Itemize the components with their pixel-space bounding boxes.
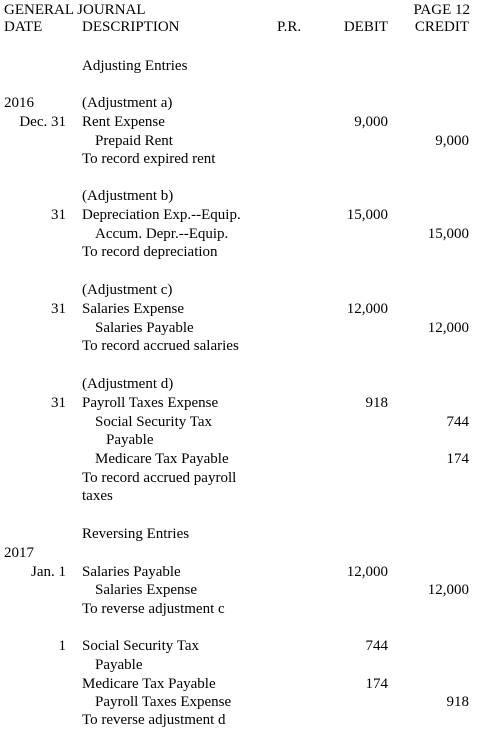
- adjustment-d-credit1-amount: 744: [446, 414, 469, 430]
- journal-title: GENERAL JOURNAL: [4, 2, 146, 18]
- adjustment-d-memo-line1: To record accrued payroll: [82, 470, 237, 486]
- adjustment-c-label: (Adjustment c): [82, 282, 173, 298]
- section-title-reversing: Reversing Entries: [82, 526, 190, 542]
- adjustment-b-credit-amount: 15,000: [427, 226, 469, 242]
- adjustment-a-date: Dec. 31: [19, 114, 66, 130]
- adjustment-b-credit-account: Accum. Depr.--Equip.: [95, 226, 229, 242]
- adjustment-b-label: (Adjustment b): [82, 188, 174, 204]
- reversing-2-debit1-account-line2: Payable: [95, 657, 143, 673]
- adjustment-d-credit2-amount: 174: [446, 451, 469, 467]
- reversing-1-debit-account: Salaries Payable: [82, 564, 181, 580]
- col-header-pr: P.R.: [277, 19, 302, 35]
- reversing-2-date: 1: [58, 638, 66, 654]
- reversing-1-credit-amount: 12,000: [427, 582, 469, 598]
- reversing-1-memo: To reverse adjustment c: [82, 601, 225, 617]
- adjustment-d-date: 31: [51, 395, 66, 411]
- adjustment-a-credit-amount: 9,000: [435, 133, 469, 149]
- adjustment-d-debit-amount: 918: [365, 395, 388, 411]
- reversing-1-date: Jan. 1: [31, 564, 66, 580]
- adjustment-c-date: 31: [51, 301, 66, 317]
- adjustment-b-date: 31: [51, 207, 66, 223]
- col-header-credit: CREDIT: [414, 19, 469, 35]
- reversing-1-credit-account: Salaries Expense: [95, 582, 198, 598]
- year-2017: 2017: [4, 545, 34, 561]
- adjustment-a-credit-account: Prepaid Rent: [95, 133, 173, 149]
- reversing-2-debit2-account: Medicare Tax Payable: [82, 676, 216, 692]
- col-header-date: DATE: [4, 19, 43, 35]
- reversing-2-debit1-account-line1: Social Security Tax: [82, 638, 199, 654]
- adjustment-a-debit-account: Rent Expense: [82, 114, 165, 130]
- adjustment-d-label: (Adjustment d): [82, 376, 174, 392]
- adjustment-c-credit-amount: 12,000: [427, 320, 469, 336]
- adjustment-c-memo: To record accrued salaries: [82, 338, 239, 354]
- adjustment-d-credit2-account: Medicare Tax Payable: [95, 451, 229, 467]
- reversing-2-memo: To reverse adjustment d: [82, 712, 226, 728]
- adjustment-c-debit-account: Salaries Expense: [82, 301, 185, 317]
- reversing-2-debit1-amount: 744: [365, 638, 388, 654]
- year-2016: 2016: [4, 95, 34, 111]
- adjustment-a-memo: To record expired rent: [82, 151, 216, 167]
- adjustment-c-debit-amount: 12,000: [346, 301, 388, 317]
- adjustment-d-credit1-account-line2: Payable: [106, 432, 154, 448]
- col-header-description: DESCRIPTION: [82, 19, 180, 35]
- adjustment-b-debit-amount: 15,000: [346, 207, 388, 223]
- reversing-2-debit2-amount: 174: [365, 676, 388, 692]
- page-number: PAGE 12: [413, 2, 470, 18]
- adjustment-a-label: (Adjustment a): [82, 95, 173, 111]
- section-title-adjusting: Adjusting Entries: [82, 58, 188, 74]
- adjustment-a-debit-amount: 9,000: [354, 114, 388, 130]
- reversing-1-debit-amount: 12,000: [346, 564, 388, 580]
- reversing-2-credit-account: Payroll Taxes Expense: [95, 694, 232, 710]
- reversing-2-credit-amount: 918: [446, 694, 469, 710]
- adjustment-c-credit-account: Salaries Payable: [95, 320, 194, 336]
- col-header-debit: DEBIT: [343, 19, 388, 35]
- adjustment-b-debit-account: Depreciation Exp.--Equip.: [82, 207, 241, 223]
- adjustment-d-credit1-account-line1: Social Security Tax: [95, 414, 212, 430]
- adjustment-b-memo: To record depreciation: [82, 244, 218, 260]
- adjustment-d-debit-account: Payroll Taxes Expense: [82, 395, 219, 411]
- adjustment-d-memo-line2: taxes: [82, 488, 113, 504]
